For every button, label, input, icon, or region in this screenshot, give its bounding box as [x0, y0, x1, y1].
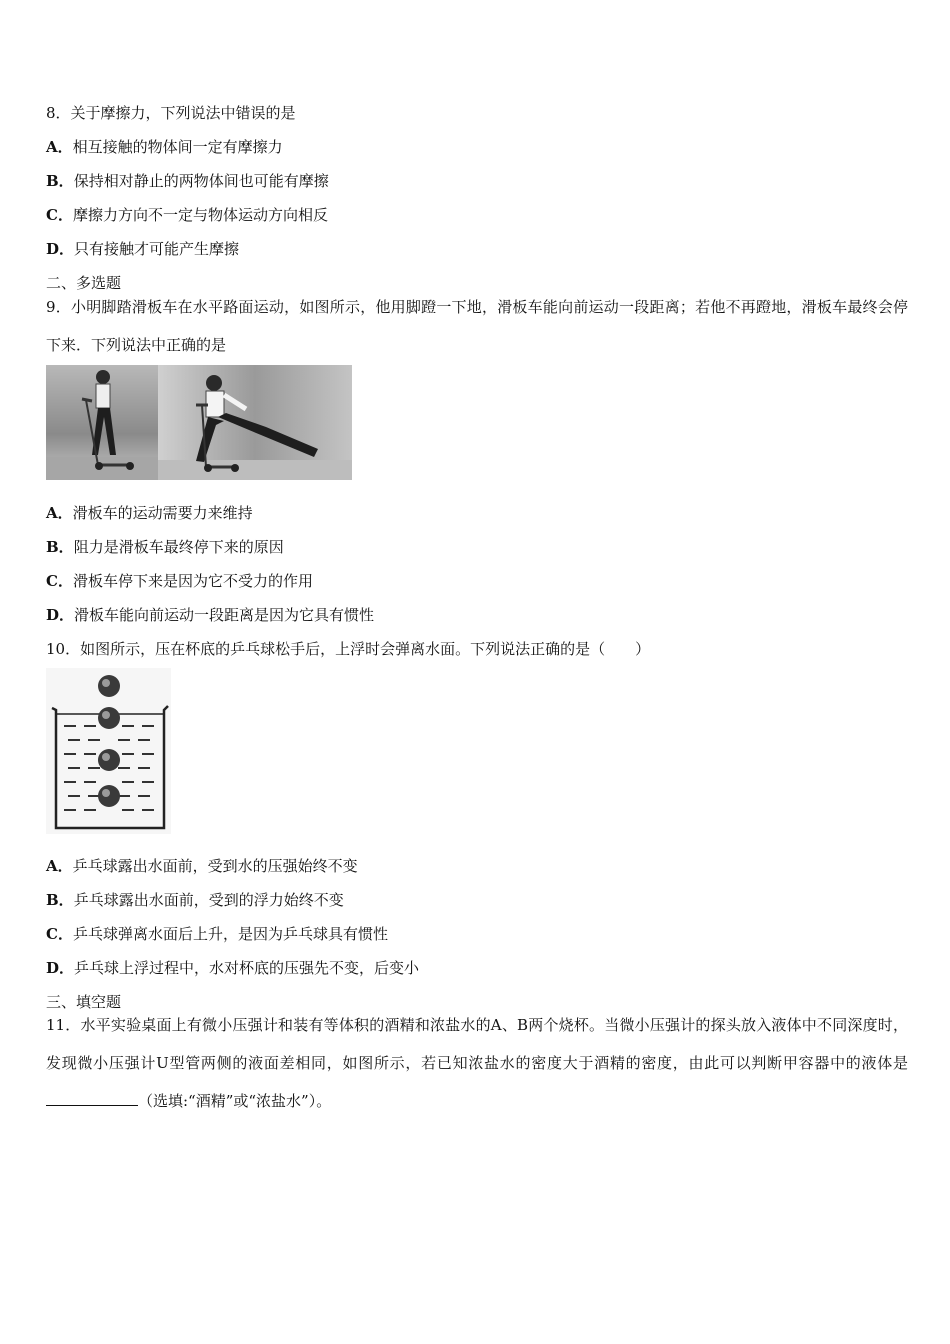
section-title-fill-blank: 三、填空题	[46, 993, 122, 1011]
beaker-pingpong-illustration	[46, 668, 171, 834]
q8-option-a: A．相互接触的物体间一定有摩擦力	[46, 138, 283, 156]
q10-option-d: D．乒乓球上浮过程中，水对杯底的压强先不变，后变小	[46, 959, 420, 977]
q11-stem: 11．水平实验桌面上有微小压强计和装有等体积的酒精和浓盐水的A、B两个烧杯。当微小压强计的探头放入液体中不同深度时，发现微小压强计U型管两侧的液面差相同，如图所示，若已知浓盐水的密度大于酒精的密度，由此可以判断甲容器中的液体是（选填:“酒精”或“浓盐水”）。	[46, 1016, 908, 1110]
q9-option-a: A．滑板车的运动需要力来维持	[46, 504, 253, 522]
answer-blank[interactable]	[46, 1091, 138, 1106]
q9-option-b: B．阻力是滑板车最终停下来的原因	[46, 538, 284, 556]
q8-stem: 8．关于摩擦力，下列说法中错误的是	[46, 104, 296, 122]
q10-option-b: B．乒乓球露出水面前，受到的浮力始终不变	[46, 891, 344, 909]
scooter-photo-illustration	[46, 365, 352, 480]
section-title-multiple-choice: 二、多选题	[46, 274, 122, 292]
q9-option-d: D．滑板车能向前运动一段距离是因为它具有惯性	[46, 606, 375, 624]
q9-option-c: C．滑板车停下来是因为它不受力的作用	[46, 572, 313, 590]
q10-option-c: C．乒乓球弹离水面后上升，是因为乒乓球具有惯性	[46, 925, 388, 943]
q10-stem: 10．如图所示，压在杯底的乒乓球松手后，上浮时会弹离水面。下列说法正确的是（ ）	[46, 640, 651, 658]
scooter-photo-figure	[46, 365, 352, 480]
q8-option-d: D．只有接触才可能产生摩擦	[46, 240, 240, 258]
q10-option-a: A．乒乓球露出水面前，受到水的压强始终不变	[46, 857, 358, 875]
q9-stem: 9．小明脚踏滑板车在水平路面运动，如图所示，他用脚蹬一下地，滑板车能向前运动一段距离；若他不再蹬地，滑板车最终会停下来．下列说法中正确的是	[46, 298, 908, 354]
q8-option-c: C．摩擦力方向不一定与物体运动方向相反	[46, 206, 328, 224]
beaker-pingpong-figure	[46, 668, 171, 834]
q8-option-b: B．保持相对静止的两物体间也可能有摩擦	[46, 172, 329, 190]
